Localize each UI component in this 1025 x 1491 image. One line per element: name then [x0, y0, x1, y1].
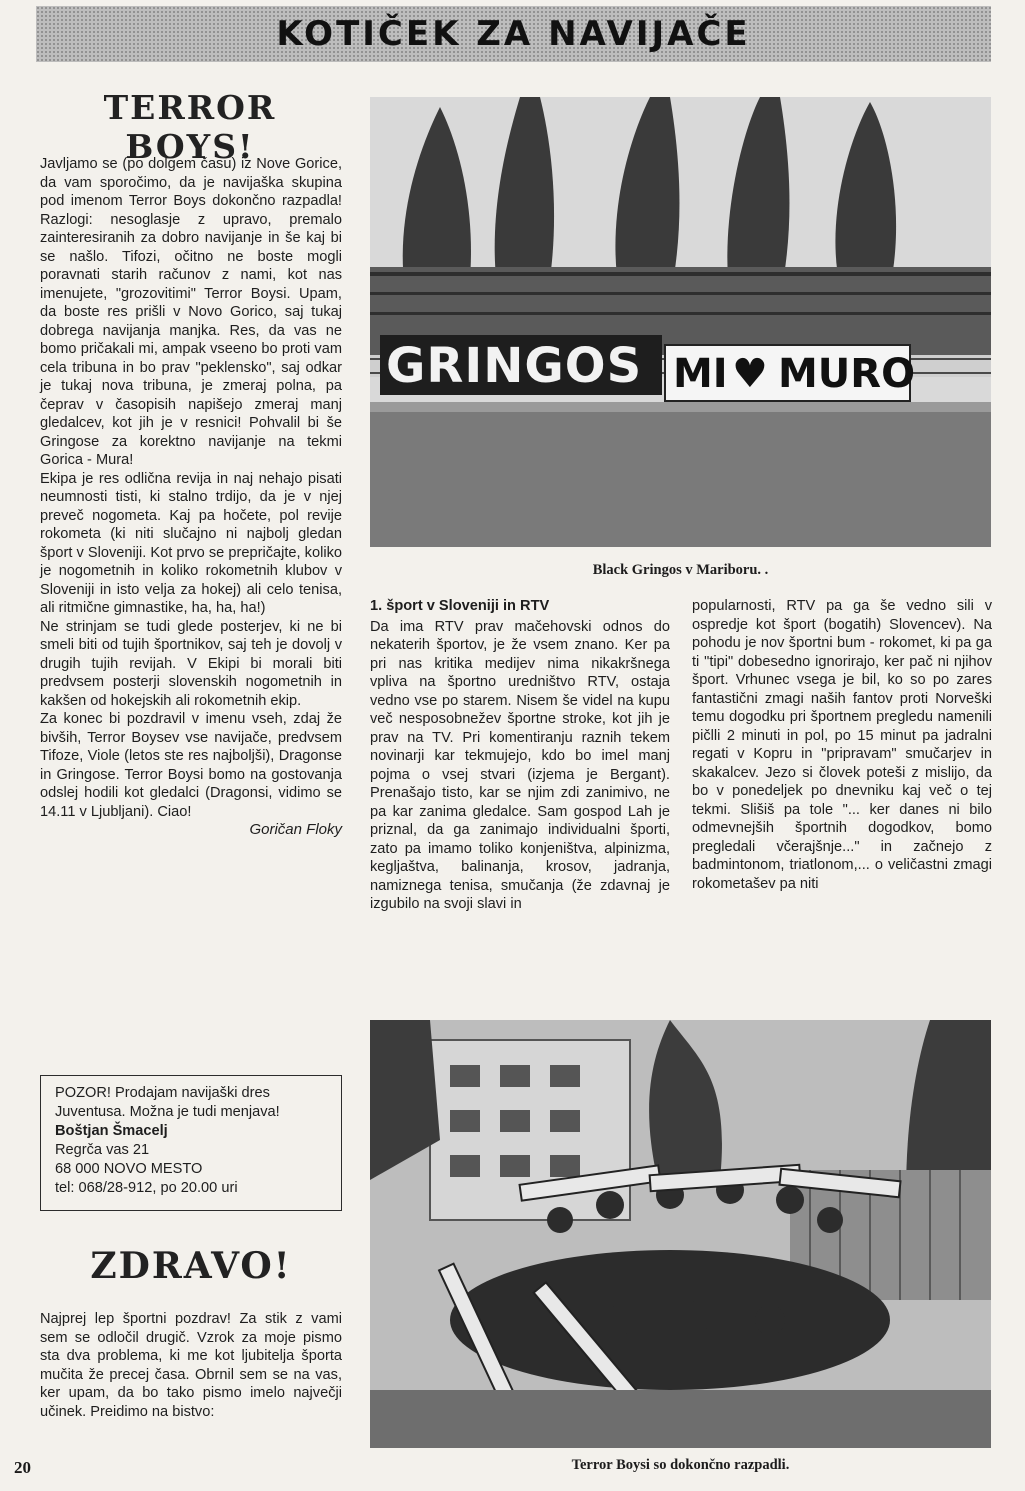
ad-city: 68 000 NOVO MESTO — [55, 1161, 203, 1177]
photo-caption: Terror Boysi so dokončno razpadli. — [571, 1457, 790, 1473]
heart-icon: ♥ — [732, 351, 768, 397]
banner-left: GRINGOS — [386, 338, 643, 394]
paragraph: Ne strinjam se tudi glede posterjev, ki ne bi smeli biti od tujih športnikov, saj teh je dovolj v drugih tujih revijah. V Ekipi bi morali biti predvsem posterji slovenskih nogometnih in kakšen od hokejskih ali rokometnih ekip. — [40, 618, 342, 709]
byline: Goričan Floky — [249, 821, 342, 838]
ad-street: Regrča vas 21 — [55, 1142, 150, 1158]
article-headline: ZDRAVO! — [90, 1245, 292, 1287]
article-body-column: popularnosti, RTV pa ga še vedno sili v ospredje kot šport (bogatih) Slovencev). Na pohodu je nov športni bum - rokomet, ki pa ga ti "tipi" dobesedno ignorirajo, ker pač ni njihov šport. Vrhunec vsega je bil, ko so po zares fantastični zmagi naših fantov proti Norveški temu dogodku pri športnem pregledu namenili pičlli 2 minuti in pol, po 15 minut pa jadralni regati v Kopru in "pripravam" smučarjev in skakalcev. Jezo si človek poteši z mislijo, da bo v ponedeljek po dnevniku kaj več o tej tekmi. Slišiš pa tole "... ker danes ni bilo odmevnejših športnih dogodkov, bomo pregledali včerajšnje..." in začnejo z badmintonom, triatlonom,... o veličastni zmagi rokometašev pa niti — [692, 598, 992, 892]
article-body: Najprej lep športni pozdrav! Za stik z vami sem se odločil drugič. Vzrok za moje pismo sta dva problema, ki me kot ljubitelja športa mučita že precej časa. Obrnil sem se na vas, ker upam, da bo tako pismo imelo največji učinek. Preidimo na bistvo: — [40, 1311, 342, 1420]
ad-name: Boštjan Šmacelj — [55, 1123, 168, 1139]
paragraph: Za konec bi pozdravil v imenu vseh, zdaj že bivših, Terror Boysev vse navijače, predvsem Tifoze, Viole (letos ste res najboljši), Dragonse in Gringose. Terror Boysi bomo na gostovanja odslej hodili kot gledalci (Dragonsi, vidimo se 14.11 v Ljubljani). Ciao! — [40, 711, 342, 820]
article-body-column — [370, 597, 670, 914]
page-number: 20 — [14, 1458, 31, 1477]
ad-phone: tel: 068/28-912, po 20.00 uri — [55, 1180, 238, 1196]
article-headline: TERROR BOYS! — [103, 88, 277, 166]
paragraph: Javljamo se (po dolgem času) iz Nove Gorice, da vam sporočimo, da je navijaška skupina pod imenom Terror Boys dokončno razpadla! Razlogi: nesoglasje z upravo, premalo zainteresiranih za dobro navijanje in še kaj bi se našlo. Tifozi, očitno ne boste mogli poravnati starih računov z nami, kot nas imenujete, "grozovitimi" Terror Boysi. Upam, da boste res prišli v Novo Gorico, saj tukaj dobrega navijanja manjka. Res, da vas ne bomo pričakali mi, ampak vseeno bo proti vam cela tribuna in bo prav "peklensko", saj odkar je tukaj nova tribuna, je zmeraj polna, pa čeprav v časopisih napišejo zmeraj manj gledalcev, kot jih je v resnici! Pohvalil bi še Gringose za korektno navijanje na tekmi Gorica - Mura! — [40, 156, 342, 468]
article-body — [40, 155, 342, 840]
banner-right-text: MI — [673, 351, 728, 397]
classified-ad — [40, 1075, 342, 1211]
section-title: KOTIČEK ZA NAVIJAČE — [276, 14, 751, 54]
paragraph: Ekipa je res odlična revija in naj nehajo pisati neumnosti tisti, ki stalno trdijo, da je v njej preveč nogometa. Kaj pa hočete, pol revije rokometa (ki niti slučajno ni najbolj gledan šport v Sloveniji. Kot prvo se prepričajte, koliko je nogometnih in koliko rokometnih klubov v Sloveniji in isto velja za hokej) ali celo tenisa, ali ritmične gimnastike, ha, ha, ha!) — [40, 470, 342, 616]
stadium-photo — [370, 97, 991, 547]
paragraph: Da ima RTV prav mačehovski odnos do nekaterih športov, je že vsem znano. Ker pa pri nas kritika medijev nima nikakršnega vpliva na športno uredništvo RTV, ostaja vedno vse po starem. Nisem še videl na kupu več nesposobnežev športne stroke, kot jih je prav na TV. Pri komentiranju raznih tekem novinarji kar tekmujejo, kdo bo imel manj pojma o vsej stvari (izjema je Bergant). Prenašajo tisto, kar se njim zdi zanimivo, ne pa kar zanima gledalce. Sam gospod Lah je priznal, da ga zanimajo individualni športi, zato pa imamo toliko konjeništva, alpinizma, kegljaštva, balinanja, krosov, jadranja, namiznega tenisa, smučanja (že zdavnaj je izgubilo na svoji slavi in — [370, 618, 670, 912]
banner-right-text: MURO — [778, 351, 916, 397]
photo-caption: Black Gringos v Mariboru. . — [592, 562, 769, 578]
ad-text: POZOR! Prodajam navijaški dres Juventusa. Možna je tudi menjava! — [55, 1085, 280, 1120]
article-subhead: 1. šport v Sloveniji in RTV — [370, 598, 550, 614]
fans-group-photo — [370, 1020, 991, 1448]
section-header — [36, 6, 991, 62]
